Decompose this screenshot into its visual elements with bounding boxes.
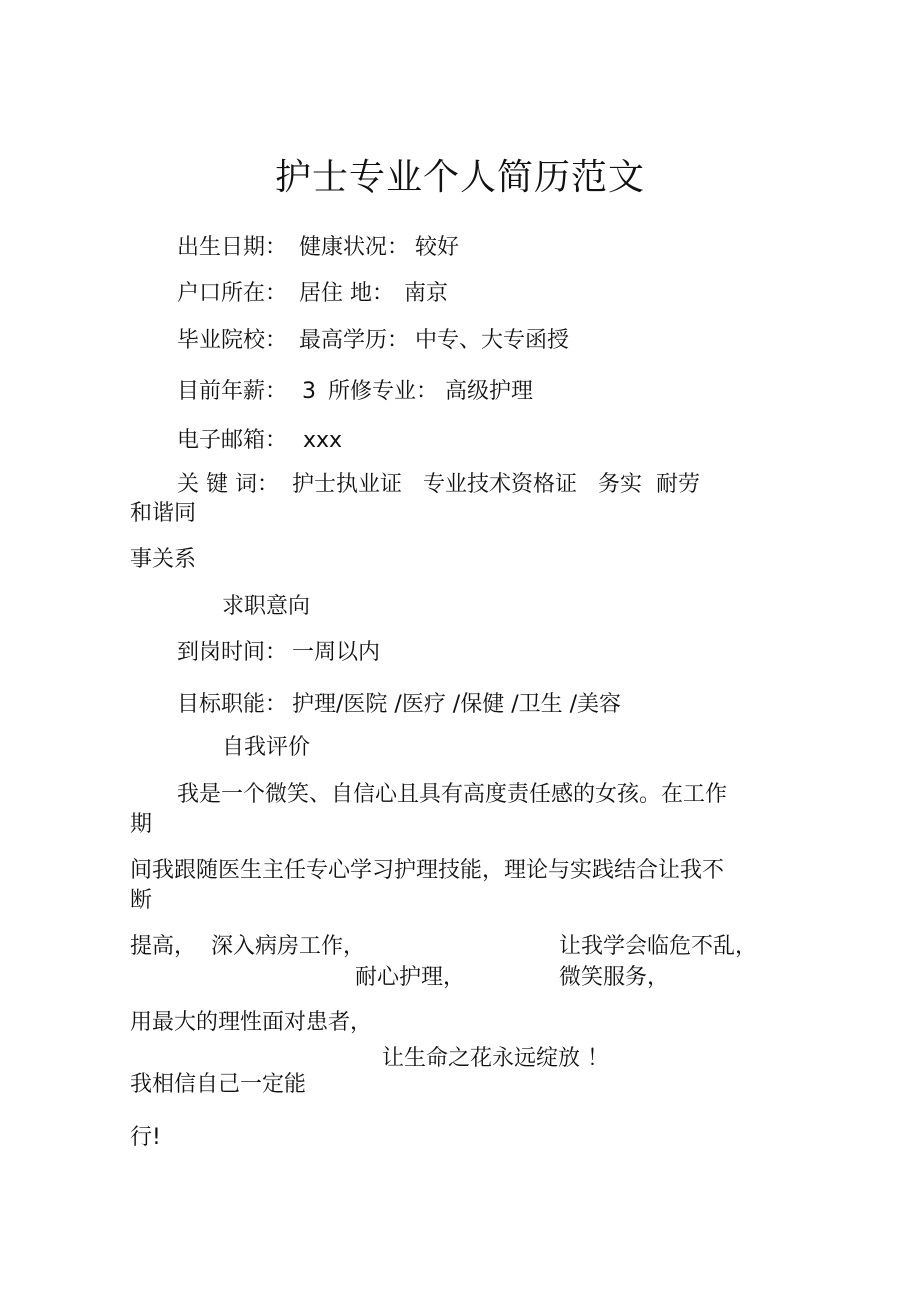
keyword-item: 护士执业证 <box>292 472 403 497</box>
health-value: 较好 <box>415 235 460 260</box>
keywords-wrap-line: 和谐同 <box>130 501 197 526</box>
health-label: 健康状况： <box>299 235 410 260</box>
self-eval-line: 行! <box>130 1125 161 1150</box>
self-eval-heading: 自我评价 <box>222 735 311 760</box>
major-label: 所修专业： <box>328 379 439 404</box>
self-eval-line: 让我学会临危不乱， <box>559 934 758 959</box>
self-eval-line: 提高， <box>130 934 197 959</box>
school-label: 毕业院校： <box>177 328 288 353</box>
self-eval-line: 微笑服务， <box>559 965 670 990</box>
keyword-item: 耐劳 <box>656 472 701 497</box>
keywords-label: 关 键 词： <box>177 472 279 497</box>
arrival-label: 到岗时间： <box>177 640 288 665</box>
self-eval-line: 让生命之花永远绽放 ！ <box>382 1046 609 1071</box>
keyword-item: 务实 <box>598 472 643 497</box>
keywords-wrap-line: 事关系 <box>130 547 197 572</box>
job-intent-heading: 求职意向 <box>222 594 311 619</box>
self-eval-line: 深入病房工作， <box>211 934 366 959</box>
arrival-value: 一周以内 <box>292 640 381 665</box>
self-eval-line: 间我跟随医生主任专心学习护理技能，理论与实践结合让我不 <box>130 858 725 883</box>
page-title: 护士专业个人简历范文 <box>274 157 645 198</box>
target-function-value: 护理/医院 /医疗 /保健 /卫生 /美容 <box>292 692 622 717</box>
target-function-label: 目标职能： <box>177 692 288 717</box>
self-eval-line: 断 <box>130 888 153 913</box>
salary-label: 目前年薪： <box>177 379 288 404</box>
major-value: 高级护理 <box>445 379 534 404</box>
hukou-label: 户口所在： <box>177 281 288 306</box>
education-value: 中专、大专函授 <box>415 328 570 353</box>
email-value: xxx <box>303 428 343 453</box>
keyword-item: 专业技术资格证 <box>423 472 578 497</box>
self-eval-line: 用最大的理性面对患者， <box>130 1010 373 1035</box>
email-label: 电子邮箱： <box>177 428 288 453</box>
self-eval-line: 我是一个微笑、自信心且具有高度责任感的女孩。在工作 <box>177 782 728 807</box>
education-label: 最高学历： <box>299 328 410 353</box>
birth-date-label: 出生日期： <box>177 235 288 260</box>
self-eval-line: 期 <box>130 812 153 837</box>
self-eval-line: 耐心护理， <box>355 965 466 990</box>
residence-label: 居住 地： <box>299 281 394 306</box>
salary-value: 3 <box>302 379 316 404</box>
residence-value: 南京 <box>404 281 449 306</box>
self-eval-line: 我相信自己一定能 <box>130 1072 307 1097</box>
